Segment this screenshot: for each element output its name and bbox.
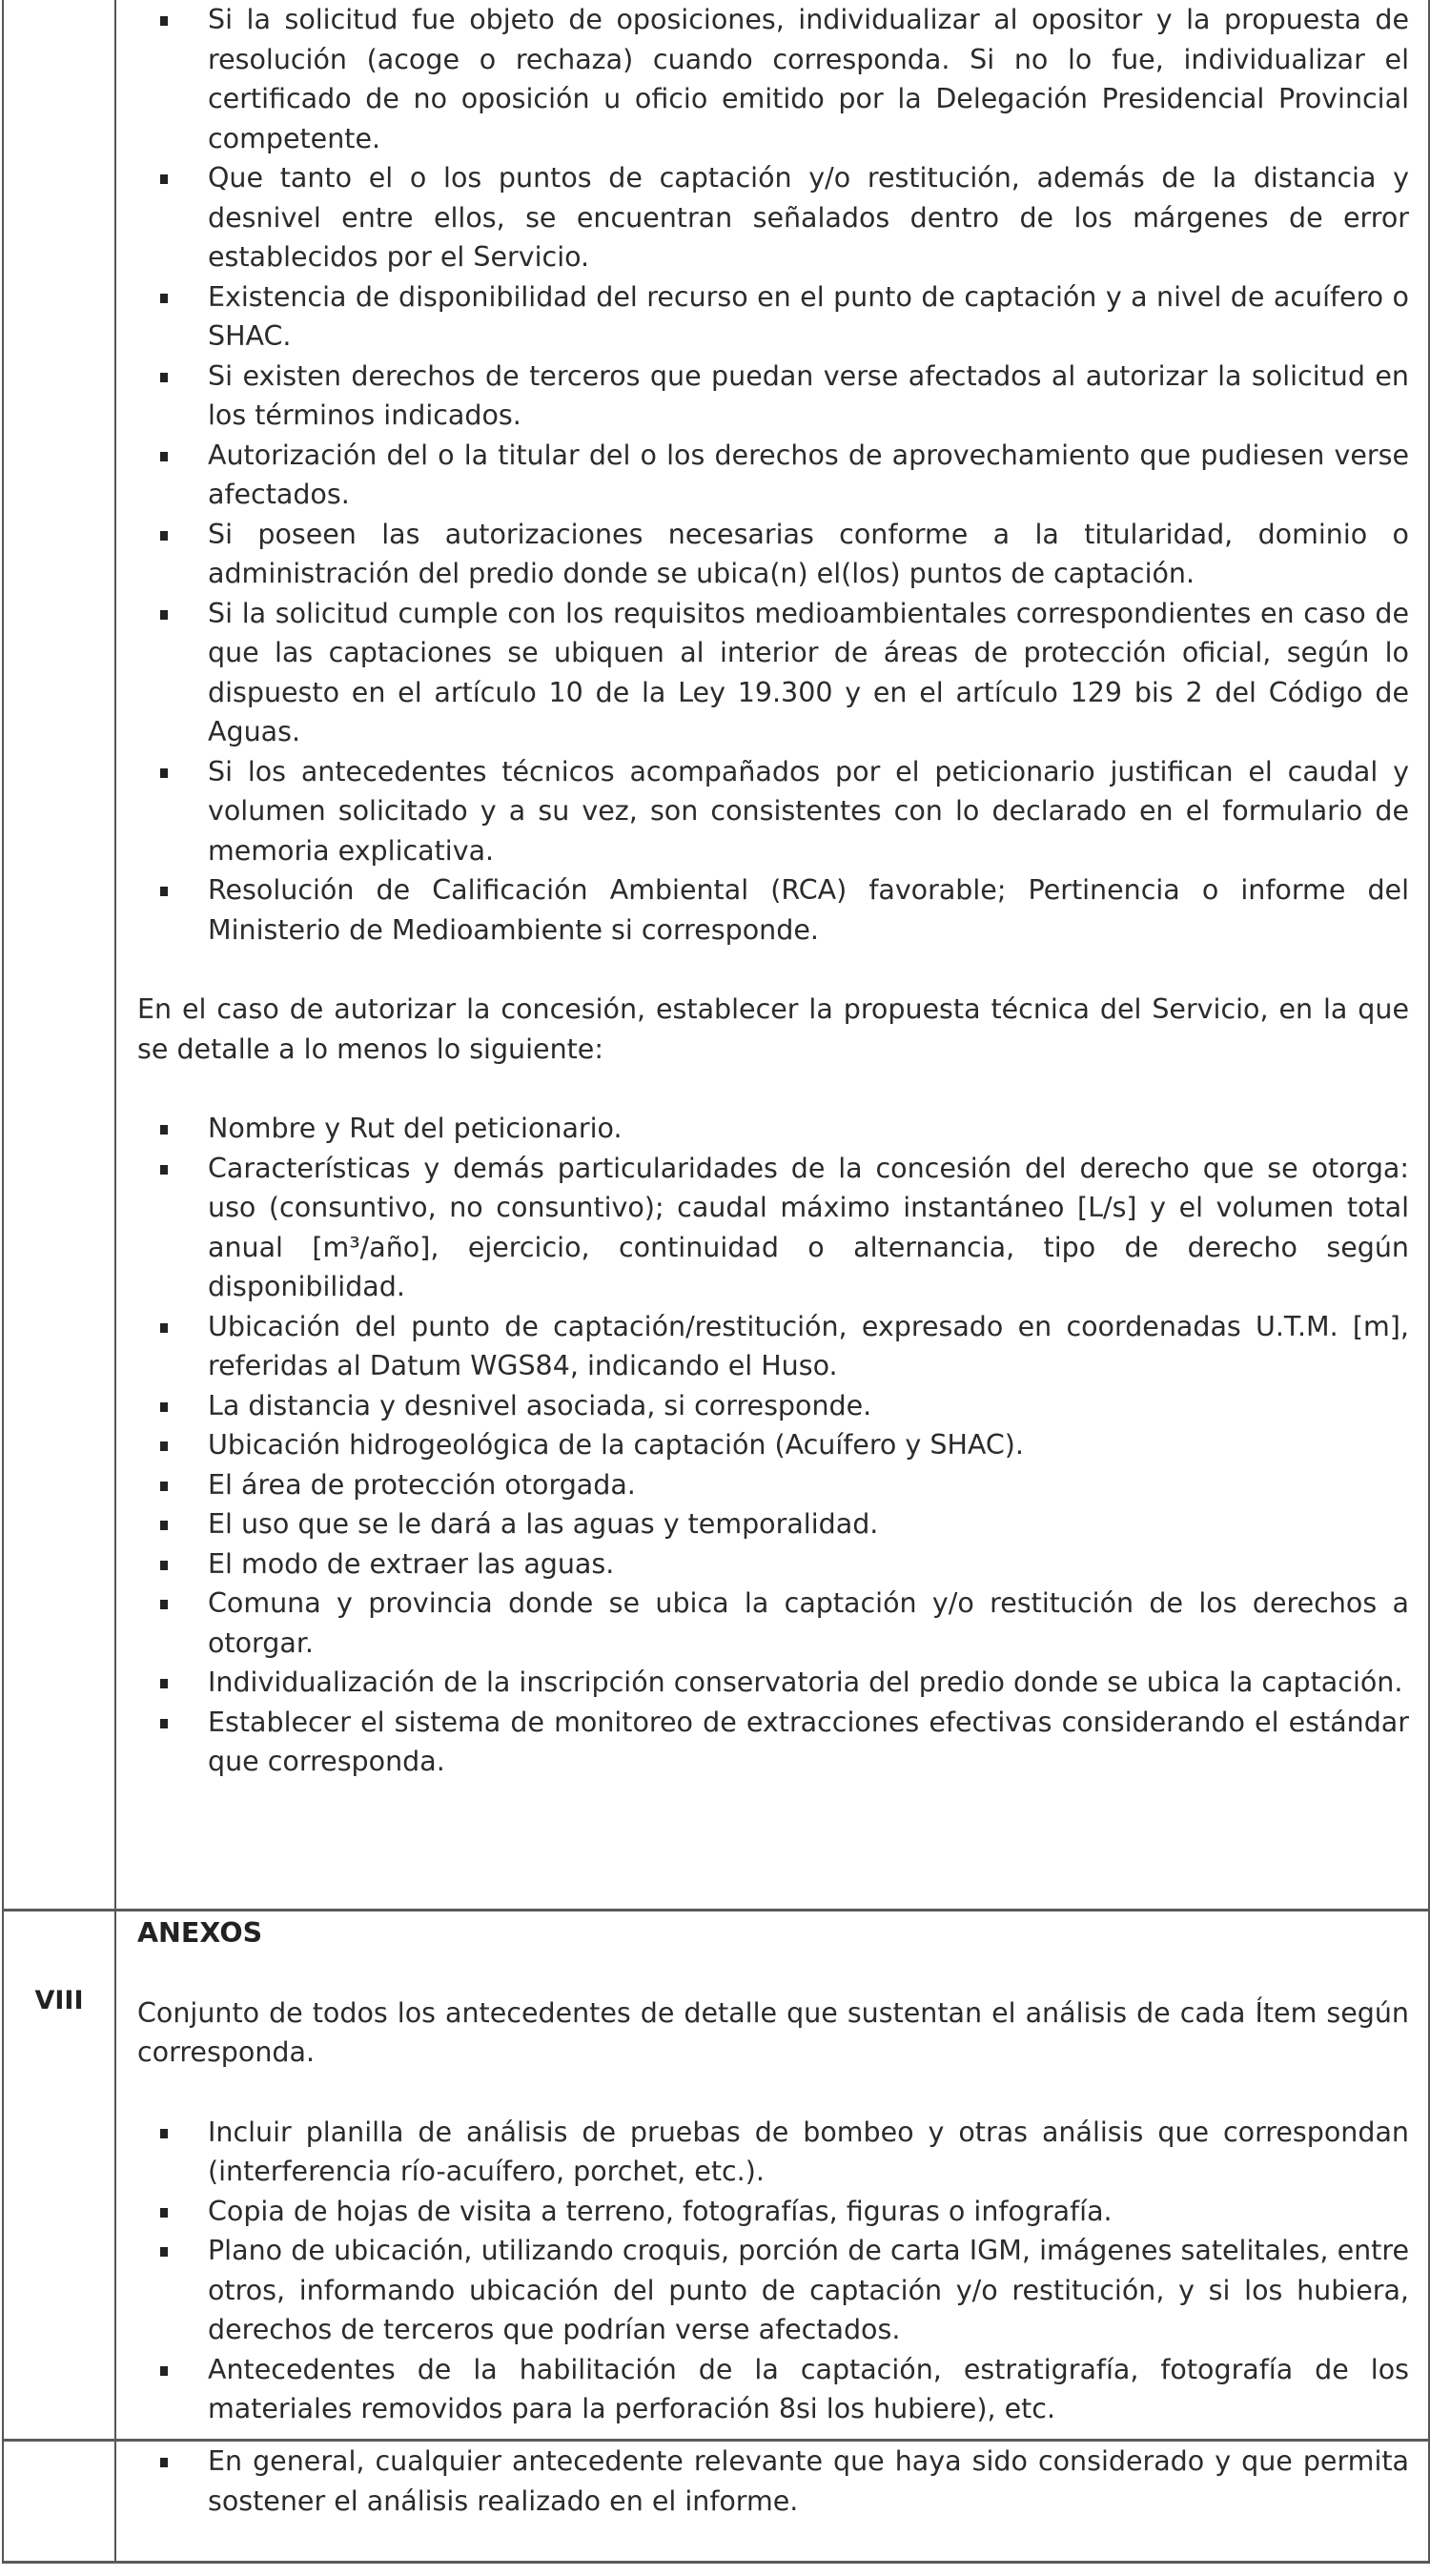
list-item: Ubicación hidrogeológica de la captación (Acuífero y SHAC). [137,1425,1409,1465]
list-item: Si la solicitud cumple con los requisitos medioambientales correspondientes en caso de que las captaciones se ubiquen al interior de áreas de protección oficial, según lo dispuesto en el artículo 10 de la Ley 19.300 y en el artículo 129 bis 2 del Código de Aguas. [137,594,1409,752]
list-item: Autorización del o la titular del o los derechos de aprovechamiento que pudiesen verse afectados. [137,436,1409,515]
list-item: El modo de extraer las aguas. [137,1544,1409,1584]
list-item: Ubicación del punto de captación/restitución, expresado en coordenadas U.T.M. [m], referidas al Datum WGS84, indicando el Huso. [137,1307,1409,1386]
annex-list [137,2113,1409,2429]
section-title: ANEXOS [137,1917,263,1949]
section-intro: Conjunto de todos los antecedentes de detalle que sustentan el análisis de cada Ítem según corresponda. [137,1996,1409,2068]
list-item: Antecedentes de la habilitación de la captación, estratigrafía, fotografía de los materiales removidos para la perforación 8si los hubiere), etc. [137,2350,1409,2429]
table-row-section-viii-continued [4,2439,1428,2564]
list-item: Si los antecedentes técnicos acompañados por el peticionario justifican el caudal y volumen solicitado y a su vez, son consistentes con lo declarado en el formulario de memoria explicativa. [137,752,1409,871]
list-item: Si existen derechos de terceros que puedan verse afectados al autorizar la solicitud en los términos indicados. [137,357,1409,436]
table-row-section-viii [4,1909,1428,2439]
section-content-cell [116,1912,1428,2439]
list-item: Establecer el sistema de monitoreo de extracciones efectivas considerando el estándar que corresponda. [137,1703,1409,1782]
criteria-list [137,0,1409,950]
section-number-cell [4,2442,116,2561]
list-item: Características y demás particularidades de la concesión del derecho que se otorga: uso (consuntivo, no consuntivo); caudal máximo instantáneo [L/s] y el volumen total anual [m³/año], ejercicio, continuidad o alternancia, tipo de derecho según disponibilidad. [137,1149,1409,1307]
list-item: La distancia y desnivel asociada, si corresponde. [137,1386,1409,1426]
list-item: En general, cualquier antecedente relevante que haya sido considerado y que permita sostener el análisis realizado en el informe. [137,2442,1409,2521]
list-item: Nombre y Rut del peticionario. [137,1109,1409,1149]
list-item: Si la solicitud fue objeto de oposiciones, individualizar al opositor y la propuesta de resolución (acoge o rechaza) cuando corresponda. Si no lo fue, individualizar el certificado de no oposición u oficio emitido por la Delegación Presidencial Provincial competente. [137,0,1409,158]
list-item: Si poseen las autorizaciones necesarias conforme a la titularidad, dominio o administración del predio donde se ubica(n) el(los) puntos de captación. [137,515,1409,594]
list-item: Que tanto el o los puntos de captación y/o restitución, además de la distancia y desnivel entre ellos, se encuentran señalados dentro de los márgenes de error establecidos por el Servicio. [137,158,1409,277]
list-item: Individualización de la inscripción conservatoria del predio donde se ubica la captación. [137,1663,1409,1703]
list-item: El área de protección otorgada. [137,1465,1409,1505]
section-content-cell [116,0,1428,1909]
list-item: Incluir planilla de análisis de pruebas de bombeo y otras análisis que correspondan (interferencia río-acuífero, porchet, etc.). [137,2113,1409,2192]
list-item: Comuna y provincia donde se ubica la captación y/o restitución de los derechos a otorgar. [137,1584,1409,1663]
requirements-table [2,0,1430,2564]
proposal-intro: En el caso de autorizar la concesión, establecer la propuesta técnica del Servicio, en la que se detalle a lo menos lo siguiente: [137,993,1409,1065]
section-number-cell: VIII [4,1912,116,2439]
list-item: Existencia de disponibilidad del recurso en el punto de captación y a nivel de acuífero o SHAC. [137,277,1409,357]
section-content-cell [116,2442,1428,2561]
list-item: El uso que se le dará a las aguas y temporalidad. [137,1504,1409,1544]
table-row-section-vii [4,0,1428,1909]
proposal-list [137,1109,1409,1782]
annex-list-continued [137,2442,1409,2521]
section-number-cell [4,0,116,1909]
list-item: Resolución de Calificación Ambiental (RCA) favorable; Pertinencia o informe del Ministerio de Medioambiente si corresponde. [137,870,1409,950]
list-item: Copia de hojas de visita a terreno, fotografías, figuras o infografía. [137,2192,1409,2232]
list-item: Plano de ubicación, utilizando croquis, porción de carta IGM, imágenes satelitales, entre otros, informando ubicación del punto de captación y/o restitución, y si los hubiera, derechos de terceros que podrían verse afectados. [137,2231,1409,2350]
